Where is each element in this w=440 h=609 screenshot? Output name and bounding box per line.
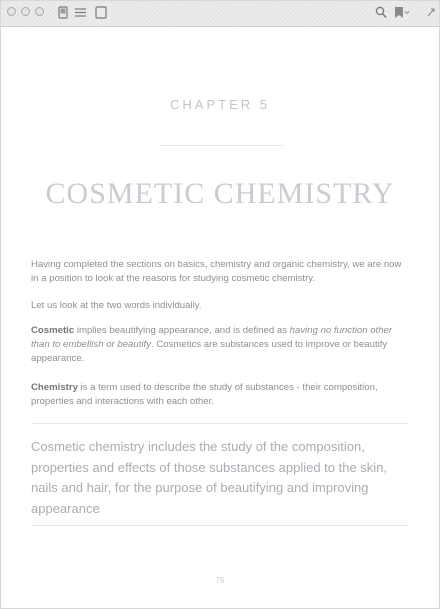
window-zoom-button[interactable]: [35, 7, 44, 16]
bookmark-icon[interactable]: [394, 6, 410, 19]
term-chemistry: Chemistry: [31, 382, 78, 393]
chapter-title: COSMETIC CHEMISTRY: [45, 177, 395, 210]
page-number: 75: [215, 576, 225, 585]
toolbar: [1, 1, 439, 27]
pull-quote: Cosmetic chemistry includes the study of the composition, properties and effects of those substances applied to the skin, nails and hair, for the purpose of beautifying and improving appearance: [31, 439, 388, 516]
search-icon[interactable]: [375, 6, 387, 19]
quote-bottom-divider: [31, 525, 409, 526]
chemistry-definition-text: is a term used to describe the study of substances - their composition, properties and interactions with each other.: [31, 382, 378, 407]
paragraph-cosmetic-definition: [31, 324, 403, 366]
library-icon[interactable]: [58, 6, 68, 19]
definition-text-a: implies beautifying appearance, and is defined as: [74, 325, 290, 336]
definition-text-b: . Cosmetics are substances used to improve or beautify appearance.: [31, 339, 388, 364]
table-of-contents-icon[interactable]: [74, 6, 87, 19]
book-page: [1, 27, 439, 608]
fullscreen-icon[interactable]: [426, 6, 436, 19]
chapter-label: CHAPTER 5: [170, 97, 270, 112]
single-page-view-icon[interactable]: [95, 6, 107, 19]
quote-top-divider: [31, 423, 409, 424]
paragraph-lead: Let us look at the two words individually.: [31, 300, 202, 311]
chapter-divider: [159, 145, 283, 146]
paragraph-intro: Having completed the sections on basics, chemistry and organic chemistry, we are now in a position to look at the reasons for studying cosmetic chemistry.: [31, 259, 402, 284]
window-close-button[interactable]: [7, 7, 16, 16]
window-minimize-button[interactable]: [21, 7, 30, 16]
paragraph-chemistry-definition: [31, 381, 403, 409]
definition-italic: having no function other than to embellish or beautify: [31, 325, 393, 350]
term-cosmetic: Cosmetic: [31, 325, 75, 336]
